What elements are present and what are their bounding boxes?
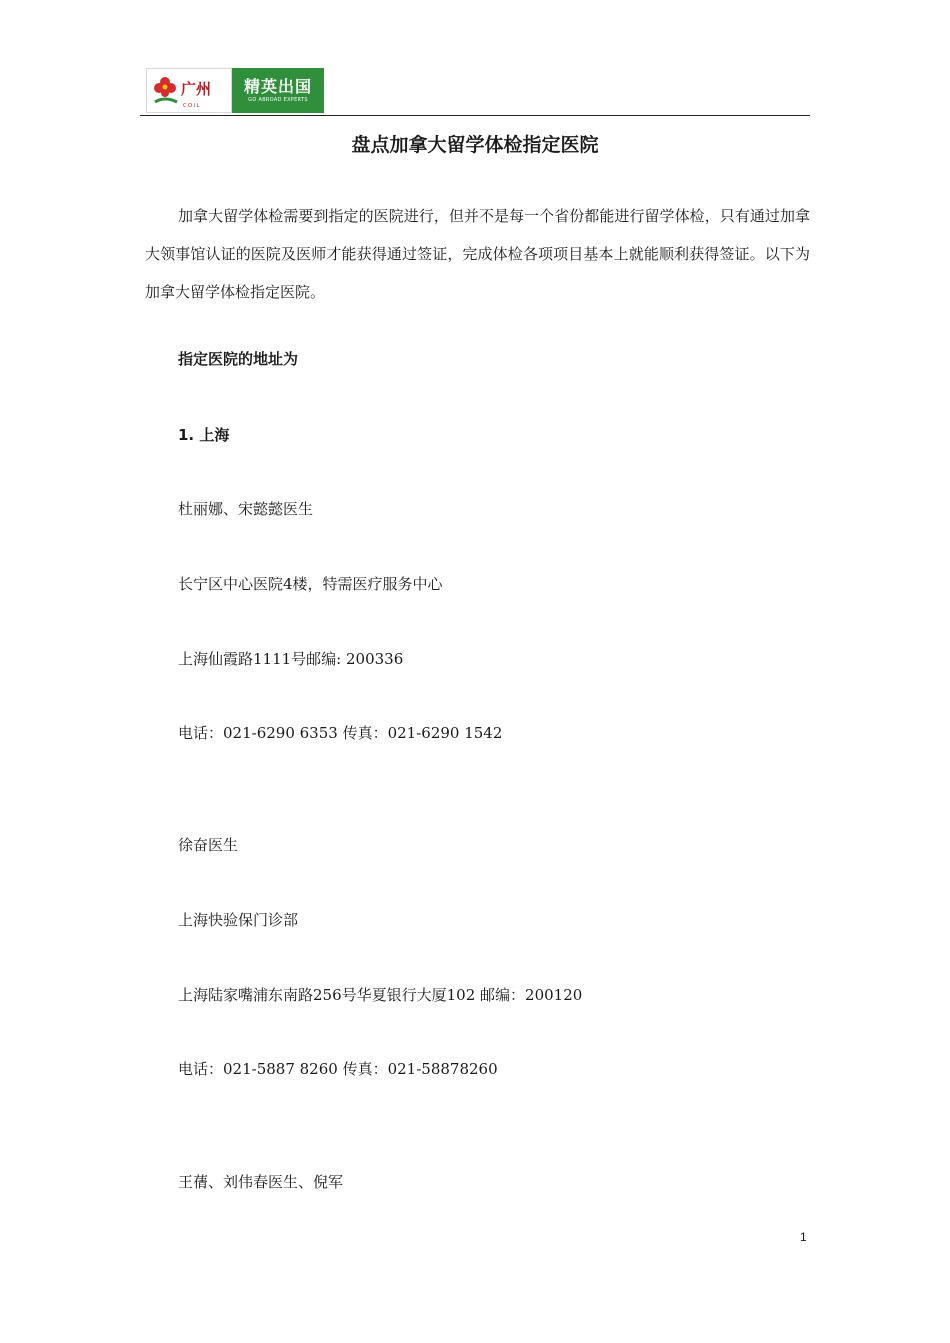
document-title: 盘点加拿大留学体检指定医院 xyxy=(351,134,599,156)
city-heading: 1. 上海 xyxy=(178,426,230,444)
address-line: 上海仙霞路1111号邮编: 200336 xyxy=(178,650,404,668)
logo-banner xyxy=(232,68,324,113)
logo-brand-sub: C O I L xyxy=(183,102,200,109)
flower-icon xyxy=(151,72,231,110)
hospital-line: 长宁区中心医院4楼，特需医疗服务中心 xyxy=(178,575,443,593)
logo-main-text: 精英出国 xyxy=(243,76,312,96)
page-number: 1 xyxy=(800,1230,807,1244)
doctor-line: 杜丽娜、宋懿懿医生 xyxy=(178,500,314,518)
doctor-line: 王蒨、刘伟春医生、倪军 xyxy=(178,1173,344,1191)
brand-logo xyxy=(146,68,324,113)
logo-sub-text: GO ABROAD EXPERTS xyxy=(248,96,308,103)
doctor-line: 徐奋医生 xyxy=(178,836,239,854)
intro-paragraph: 加拿大留学体检需要到指定的医院进行，但并不是每一个省份都能进行留学体检，只有通过加拿大领事馆认证的医院及医师才能获得通过签证，完成体检各项项目基本上就能顺利获得签证。以下为加拿大留学体检指定医院。 xyxy=(145,207,810,301)
contact-line: 电话：021-6290 6353 传真：021-6290 1542 xyxy=(178,724,503,742)
logo-brand-text: 广州 xyxy=(181,79,212,98)
section-heading: 指定医院的地址为 xyxy=(178,350,299,368)
header-divider xyxy=(140,115,810,116)
logo-emblem xyxy=(146,68,232,113)
clinic-line: 上海快验保门诊部 xyxy=(178,911,299,929)
contact-line: 电话：021-5887 8260 传真：021-58878260 xyxy=(178,1060,498,1078)
address-line: 上海陆家嘴浦东南路256号华夏银行大厦102 邮编：200120 xyxy=(178,986,583,1004)
